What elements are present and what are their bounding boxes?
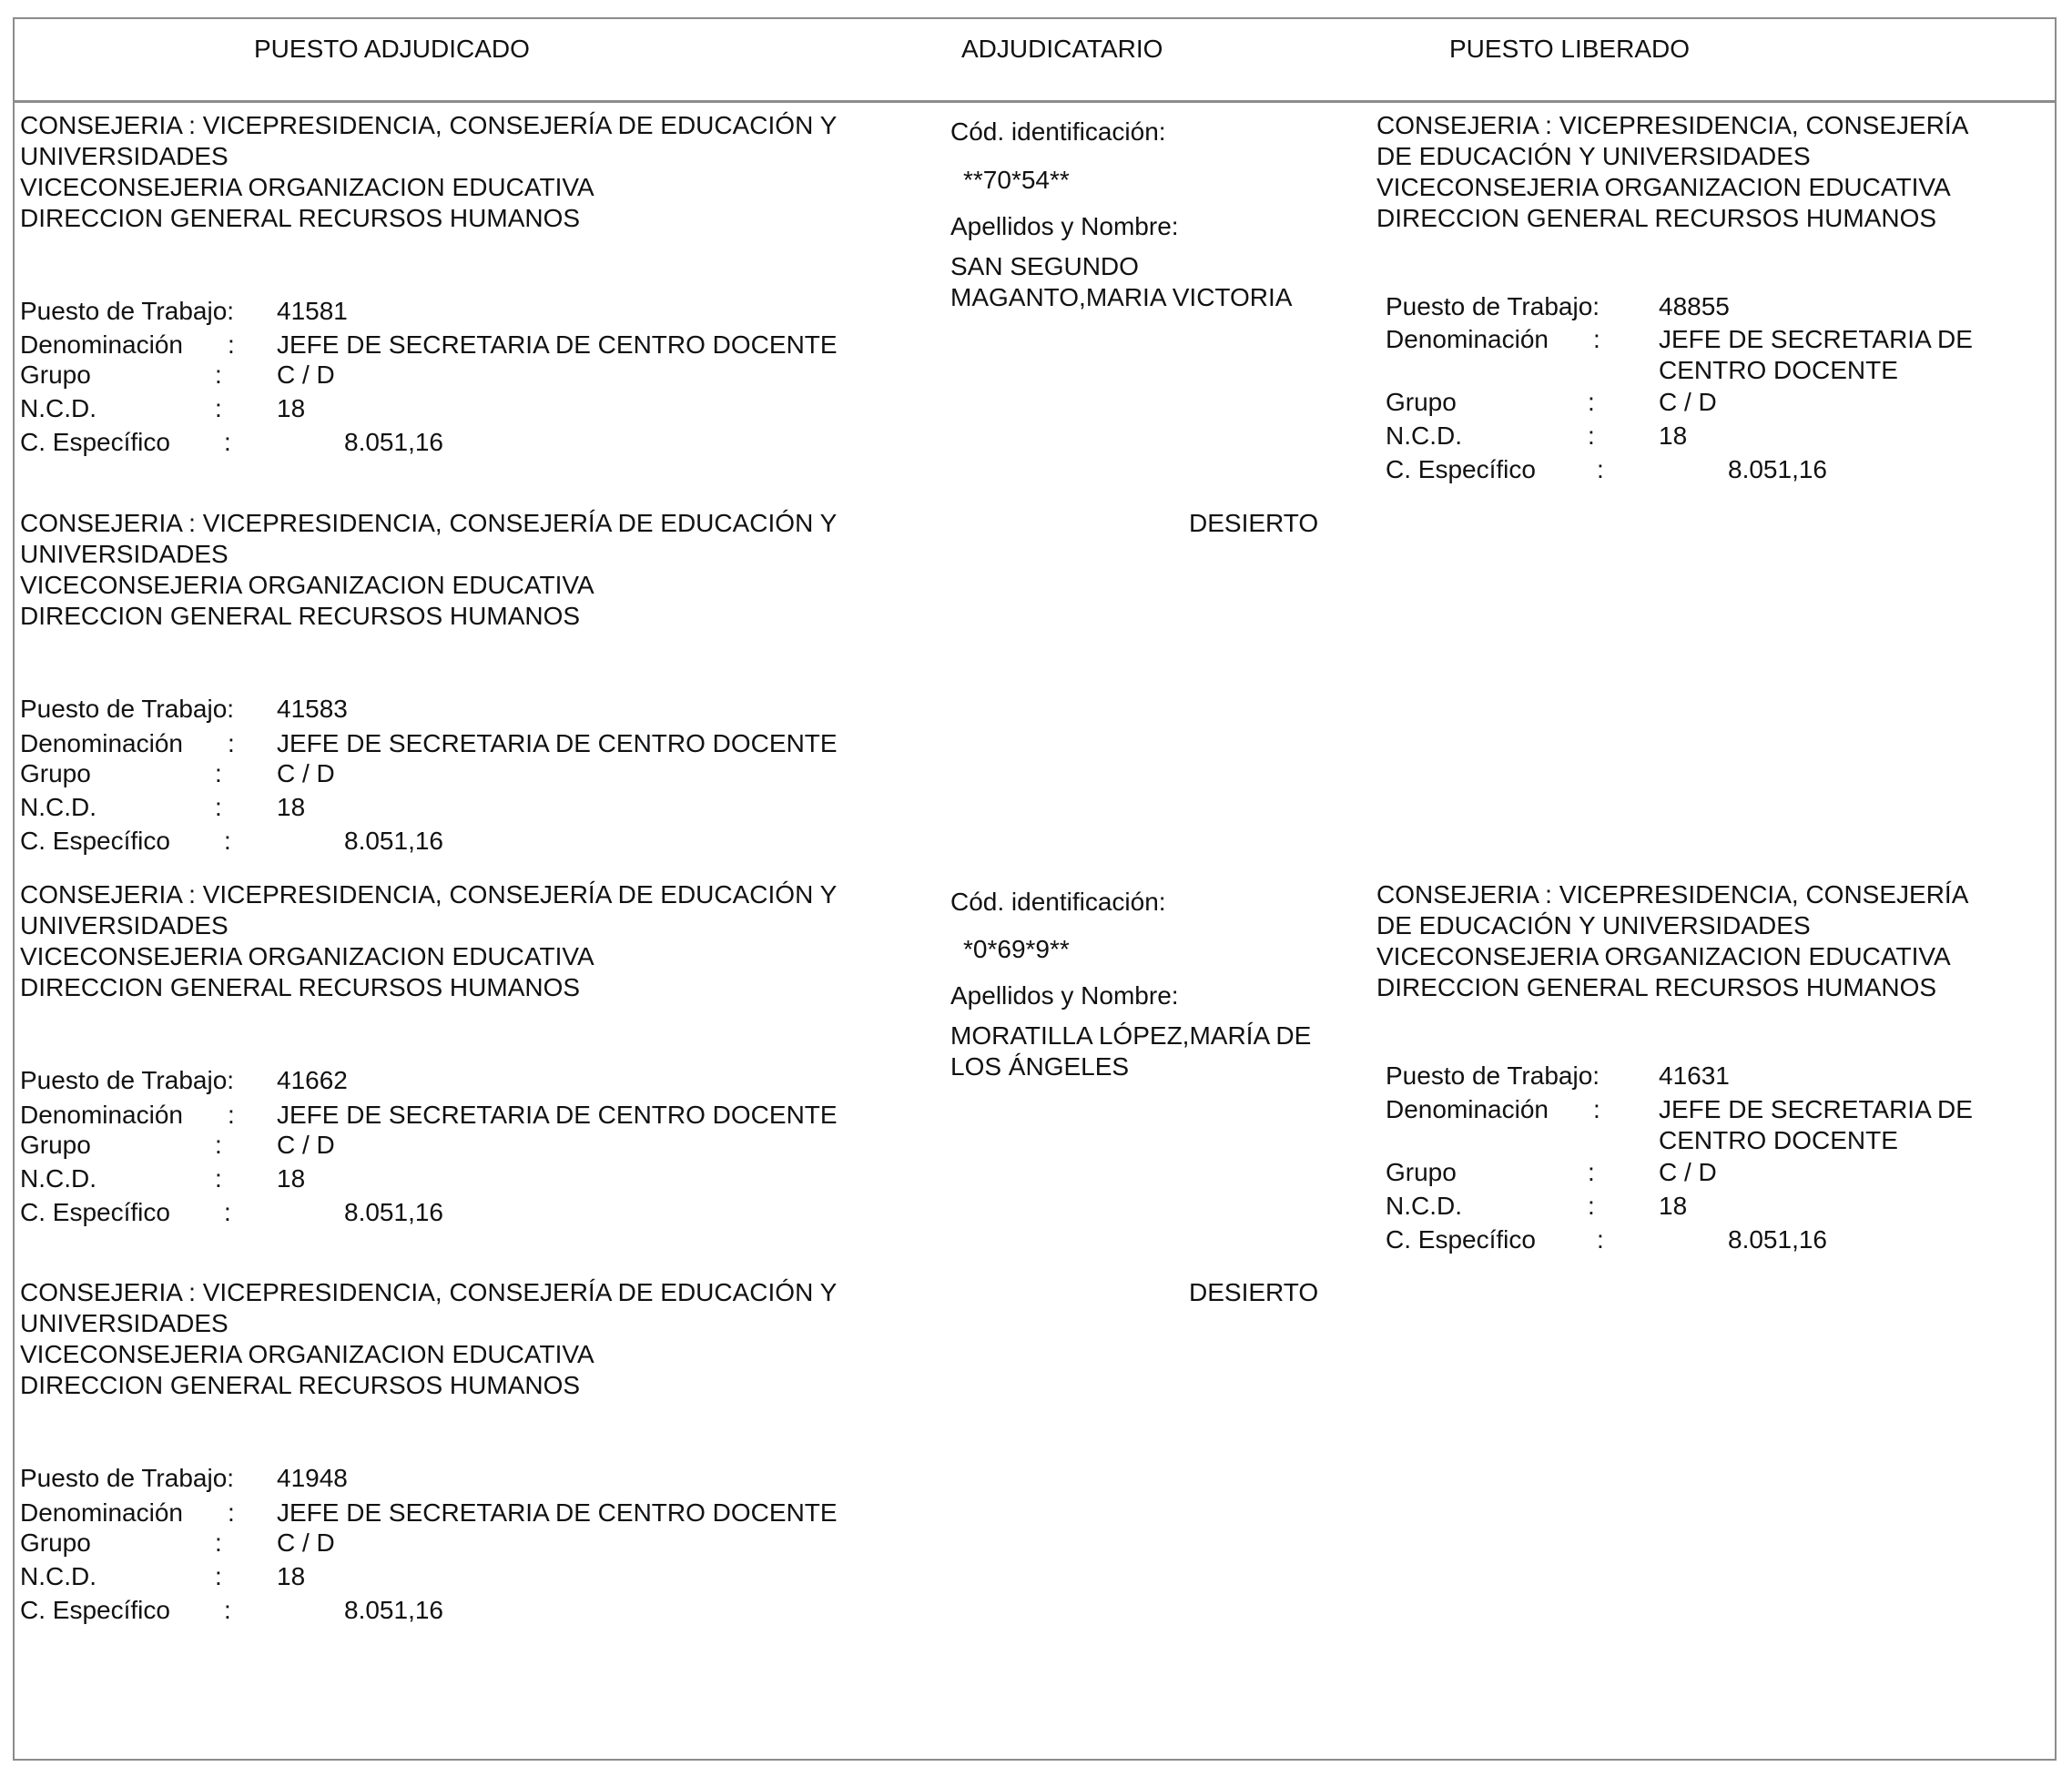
cod-identificacion-value: *0*69*9**	[963, 935, 1070, 963]
colon: :	[228, 1101, 235, 1129]
ncd-value: 18	[1659, 421, 1688, 450]
ncd-label: N.C.D.	[1386, 421, 1462, 450]
c-especifico-label: C. Específico	[1386, 1225, 1536, 1254]
colon: :	[1593, 325, 1600, 353]
colon: :	[1588, 1158, 1595, 1186]
cod-identificacion-label: Cód. identificación:	[950, 117, 1166, 146]
c-especifico-value: 8.051,16	[1728, 455, 1827, 483]
denominacion-value: JEFE DE SECRETARIA DE CENTRO DOCENTE	[277, 729, 838, 757]
adjudicatario-name: SAN SEGUNDO MAGANTO,MARIA VICTORIA	[950, 252, 1293, 311]
adjudicado-organization: CONSEJERIA : VICEPRESIDENCIA, CONSEJERÍA DE EDUCACIÓN Y UNIVERSIDADES VICECONSEJERIA ORGANIZACION EDUCATIVA DIRECCION GENERAL RECURSOS HUMANOS	[20, 509, 838, 630]
puesto-label: Puesto de Trabajo:	[20, 1066, 235, 1094]
colon: :	[224, 428, 231, 456]
grupo-label: Grupo	[1386, 388, 1457, 416]
ncd-value: 18	[277, 793, 306, 821]
adjudicado-organization: CONSEJERIA : VICEPRESIDENCIA, CONSEJERÍA DE EDUCACIÓN Y UNIVERSIDADES VICECONSEJERIA ORGANIZACION EDUCATIVA DIRECCION GENERAL RECURSOS HUMANOS	[20, 111, 838, 232]
ncd-label: N.C.D.	[20, 394, 96, 422]
adjudicatario-name: MORATILLA LÓPEZ,MARÍA DE LOS ÁNGELES	[950, 1021, 1312, 1081]
ncd-label: N.C.D.	[20, 793, 96, 821]
grupo-label: Grupo	[20, 1131, 91, 1159]
ncd-label: N.C.D.	[20, 1562, 96, 1590]
puesto-label: Puesto de Trabajo:	[1386, 1061, 1600, 1090]
colon: :	[215, 759, 222, 787]
puesto-label: Puesto de Trabajo:	[1386, 292, 1600, 320]
grupo-label: Grupo	[1386, 1158, 1457, 1186]
puesto-label: Puesto de Trabajo:	[20, 297, 235, 325]
puesto-label: Puesto de Trabajo:	[20, 1464, 235, 1492]
ncd-label: N.C.D.	[1386, 1192, 1462, 1220]
grupo-value: C / D	[277, 759, 335, 787]
denominacion-label: Denominación	[20, 729, 183, 757]
ncd-value: 18	[277, 1562, 306, 1590]
grupo-label: Grupo	[20, 1528, 91, 1557]
denominacion-value: JEFE DE SECRETARIA DE CENTRO DOCENTE	[1659, 325, 1973, 384]
denominacion-value: JEFE DE SECRETARIA DE CENTRO DOCENTE	[277, 1101, 838, 1129]
colon: :	[215, 1528, 222, 1557]
grupo-value: C / D	[277, 360, 335, 389]
liberado-organization: CONSEJERIA : VICEPRESIDENCIA, CONSEJERÍA DE EDUCACIÓN Y UNIVERSIDADES VICECONSEJERIA ORGANIZACION EDUCATIVA DIRECCION GENERAL RECURSOS HUMANOS	[1376, 111, 1969, 232]
colon: :	[1597, 1225, 1604, 1254]
colon: :	[1597, 455, 1604, 483]
ncd-value: 18	[1659, 1192, 1688, 1220]
colon: :	[1588, 1192, 1595, 1220]
header-puesto-liberado: PUESTO LIBERADO	[1449, 35, 1691, 63]
puesto-value: 41948	[277, 1464, 348, 1492]
denominacion-label: Denominación	[20, 330, 183, 359]
denominacion-label: Denominación	[20, 1498, 183, 1527]
header-puesto-adjudicado: PUESTO ADJUDICADO	[254, 35, 530, 63]
denominacion-label: Denominación	[1386, 1095, 1549, 1123]
grupo-value: C / D	[1659, 1158, 1717, 1186]
liberado-organization: CONSEJERIA : VICEPRESIDENCIA, CONSEJERÍA DE EDUCACIÓN Y UNIVERSIDADES VICECONSEJERIA ORGANIZACION EDUCATIVA DIRECCION GENERAL RECURSOS HUMANOS	[1376, 880, 1969, 1001]
puesto-label: Puesto de Trabajo:	[20, 695, 235, 723]
grupo-value: C / D	[277, 1131, 335, 1159]
denominacion-value: JEFE DE SECRETARIA DE CENTRO DOCENTE	[1659, 1095, 1973, 1154]
desierto-label: DESIERTO	[1189, 509, 1319, 537]
puesto-value: 41631	[1659, 1061, 1730, 1090]
c-especifico-label: C. Específico	[1386, 455, 1536, 483]
colon: :	[224, 1596, 231, 1624]
colon: :	[215, 360, 222, 389]
colon: :	[215, 1131, 222, 1159]
c-especifico-label: C. Específico	[20, 428, 170, 456]
denominacion-label: Denominación	[1386, 325, 1549, 353]
puesto-value: 41662	[277, 1066, 348, 1094]
puesto-value: 41581	[277, 297, 348, 325]
grupo-value: C / D	[277, 1528, 335, 1557]
desierto-label: DESIERTO	[1189, 1278, 1319, 1306]
c-especifico-value: 8.051,16	[344, 1596, 443, 1624]
denominacion-value: JEFE DE SECRETARIA DE CENTRO DOCENTE	[277, 330, 838, 359]
c-especifico-label: C. Específico	[20, 1198, 170, 1226]
header-adjudicatario: ADJUDICATARIO	[961, 35, 1163, 63]
colon: :	[228, 1498, 235, 1527]
puesto-value: 41583	[277, 695, 348, 723]
c-especifico-value: 8.051,16	[344, 428, 443, 456]
c-especifico-label: C. Específico	[20, 1596, 170, 1624]
cod-identificacion-value: **70*54**	[963, 166, 1070, 194]
c-especifico-value: 8.051,16	[1728, 1225, 1827, 1254]
adjudicado-organization: CONSEJERIA : VICEPRESIDENCIA, CONSEJERÍA DE EDUCACIÓN Y UNIVERSIDADES VICECONSEJERIA ORGANIZACION EDUCATIVA DIRECCION GENERAL RECURSOS HUMANOS	[20, 880, 838, 1001]
ncd-label: N.C.D.	[20, 1164, 96, 1193]
grupo-label: Grupo	[20, 759, 91, 787]
colon: :	[1588, 388, 1595, 416]
c-especifico-label: C. Específico	[20, 827, 170, 855]
colon: :	[215, 1562, 222, 1590]
c-especifico-value: 8.051,16	[344, 1198, 443, 1226]
apellidos-nombre-label: Apellidos y Nombre:	[950, 212, 1179, 240]
denominacion-label: Denominación	[20, 1101, 183, 1129]
ncd-value: 18	[277, 1164, 306, 1193]
colon: :	[215, 1164, 222, 1193]
puesto-value: 48855	[1659, 292, 1730, 320]
colon: :	[228, 729, 235, 757]
ncd-value: 18	[277, 394, 306, 422]
grupo-label: Grupo	[20, 360, 91, 389]
colon: :	[1593, 1095, 1600, 1123]
denominacion-value: JEFE DE SECRETARIA DE CENTRO DOCENTE	[277, 1498, 838, 1527]
colon: :	[224, 1198, 231, 1226]
colon: :	[215, 394, 222, 422]
colon: :	[1588, 421, 1595, 450]
colon: :	[228, 330, 235, 359]
apellidos-nombre-label: Apellidos y Nombre:	[950, 981, 1179, 1010]
adjudicado-organization: CONSEJERIA : VICEPRESIDENCIA, CONSEJERÍA DE EDUCACIÓN Y UNIVERSIDADES VICECONSEJERIA ORGANIZACION EDUCATIVA DIRECCION GENERAL RECURSOS HUMANOS	[20, 1278, 838, 1399]
colon: :	[224, 827, 231, 855]
c-especifico-value: 8.051,16	[344, 827, 443, 855]
cod-identificacion-label: Cód. identificación:	[950, 888, 1166, 916]
grupo-value: C / D	[1659, 388, 1717, 416]
colon: :	[215, 793, 222, 821]
